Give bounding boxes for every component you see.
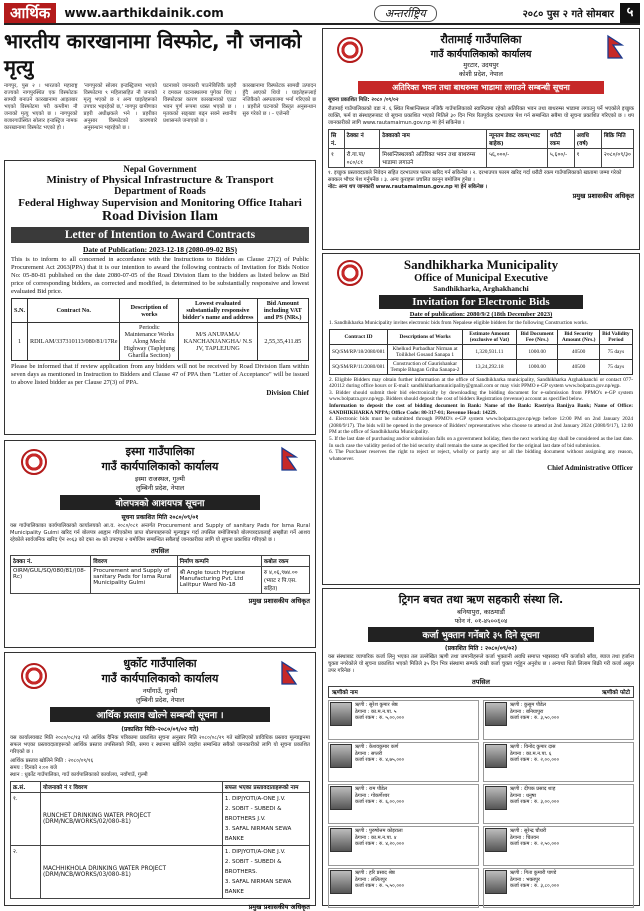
borrower-name: ऋणी : पुरुषोत्तम कोइराला	[355, 828, 403, 834]
borrower-photo	[330, 702, 352, 726]
table-cell: Construction of Gaurishankar Temple Bhagan Griha Sanapa-2	[388, 359, 463, 374]
lease-table	[328, 129, 634, 168]
table-cell: 13,24,292.18	[463, 359, 517, 374]
borrower-address: ठेगाना : बनियापुरा	[510, 708, 544, 715]
loan-amount: कर्जा रकम : रु. २,५०,०००	[510, 841, 560, 847]
table-header: Contract ID	[330, 329, 388, 344]
table-header: Description of works	[120, 299, 179, 323]
cooperative-notice	[322, 588, 640, 906]
notice-notes: १. इच्छुक प्रस्तावदाताले निवेदन सहित दरभाउपत्र फारम खरिद गर्न सकिनेछ । २. दरभाउपत्र फारम खरिद गर्दा धरौटी रकम गाउँपालिकाको खातामा जम्मा गरेको सक्कल भौचर पेश गर्नुपर्नेछ । ३. अन्य कुराहरू प्रचलित कानून बमोजिम हुनेछ ।	[328, 170, 622, 183]
loan-amount: कर्जा रकम : रु. २,००,०००	[510, 757, 560, 763]
table-header: अवधि (वर्ष)	[574, 130, 601, 149]
bidders-table	[10, 781, 310, 899]
instruction-item: Information to deposit the cost of bidding document in Bank: Name of the Bank: Rastriya Banijya Bank; Name of Office: SANDHIKHARKA NPPA; Office Code: 80-317-01; Revenue Head: 14229.	[329, 402, 633, 416]
borrower-name: ऋणी : दीपक प्रसाद शाह	[510, 786, 556, 792]
notice-banner: बोलपत्रको आशयपत्र सूचना	[60, 495, 260, 510]
address: लुम्बिनी प्रदेश, नेपाल	[135, 696, 185, 704]
loan-amount: कर्जा रकम : रु. ५,५०,०००	[355, 883, 405, 889]
bidder-name: 3. SAFAL NIRMAN SEWA BANKE	[224, 826, 292, 842]
column-header: ऋणीको नाम	[332, 690, 358, 696]
table-row	[330, 344, 633, 359]
bidder-name: 2. SOBIT - SUBEDI & BROTHERS.	[224, 859, 282, 875]
instruction-item: 3. Bidder should submit their bid electronically by downloading the bidding document for e-submission from PPMO's e-GP system www.bolpatra.gov.np/egp. Bidders should deposit the cost of bidders Registration (revenue) account as specified below.	[329, 389, 633, 403]
table-cell: रौ.गा.पा/०८०/८१	[344, 149, 380, 168]
loan-amount: कर्जा रकम : रु. ४,२०,०००	[355, 841, 405, 847]
table-cell: १	[329, 149, 345, 168]
municipality-name: Sandhikharka Municipality	[403, 257, 559, 272]
publication-date: Date of publication: 2080/9/2 (18th December 2023)	[409, 311, 553, 318]
table-header: S.N.	[12, 299, 28, 323]
signatory: प्रमुख प्रशासकीय अधिकृत	[248, 597, 310, 605]
borrower-card	[328, 742, 479, 782]
borrower-photo	[330, 786, 352, 810]
emblem-icon	[21, 663, 47, 689]
gov-label: Nepal Government	[123, 164, 197, 174]
notice-body: यस संस्थाबाट व्यापारिक कर्जा लिनु भएका तल उल्लेखित ऋणी तथा जमानीहरूले कर्जा भुक्तानी अवधि समाप्त भइसक्दा पनि कर्जाको साँवा, ब्याज तथा हर्जाना चुक्ता नगरेकोले यो सूचना प्रकाशित भएको मितिले ३५ दिन भित्र संस्थामा सम्पर्क राखी कर्जा चुक्ता गर्नुहुन अनुरोध छ । अन्यथा धितो लिलाम बिक्री गरी कर्जा असुल उपर गरिनेछ ।	[328, 654, 634, 674]
table-cell: रु ४,०६,९७४.०० (भ्याट र पि.एस. सहित)	[261, 567, 309, 594]
loan-amount: कर्जा रकम : रु. ४,७५,०००	[355, 757, 405, 763]
table-row	[11, 567, 310, 594]
headline: भारतीय कारखानामा विस्फोट, नौ जनाको मृत्यु	[4, 29, 302, 79]
office-name: गाउँ कार्यपालिकाको कार्यालय	[101, 672, 219, 685]
loan-amount: कर्जा रकम : रु. ३,५०,०००	[510, 715, 560, 721]
borrower-card	[328, 784, 479, 824]
notice-footer: Please be informed that if review application from any bidders will not be received by Road Division Ilam within seven days as mentioned in Instruction to Bidders and Clause 47 of PPA then "Letter of Acceptance" will be issued to above listed bidder as per Clause 27(3) of PPA.	[11, 363, 309, 386]
borrower-name: ऋणी : राम पौडेल	[355, 786, 388, 792]
phone: फोन नं. ०१-४५००६०४	[454, 617, 508, 625]
award-table	[10, 555, 310, 594]
table-cell: 75 days	[599, 344, 632, 359]
table-cell: 1,320,931.11	[463, 344, 517, 359]
division-name: Road Division Ilam	[102, 209, 218, 224]
borrower-table-header	[328, 686, 634, 698]
loan-amount: कर्जा रकम : रु. ५,००,०००	[355, 715, 405, 721]
table-header: सि नं.	[329, 130, 345, 149]
table-cell: ५,६००/-	[547, 149, 574, 168]
flag-icon	[607, 35, 623, 59]
table-cell: Procurement and Supply of sanitary Pads for Isma Rural Municipality Gulmi	[91, 567, 177, 594]
table-row	[330, 359, 633, 374]
table-cell: RDILAM/337310113/080/81/17Re	[28, 323, 120, 361]
table-header: बिक्रि मिति	[601, 130, 633, 149]
table-cell: १	[574, 149, 601, 168]
table-header: सफल भएका प्रस्तावदाताहरूको नाम	[222, 782, 309, 793]
signatory: प्रमुख प्रशासकीय अधिकृत	[248, 903, 310, 911]
table-cell: 1000.00	[516, 344, 558, 359]
table-cell: Khelkud Purbadhar Nirman at Toilikhel Gosaud Sanapa 1	[388, 344, 463, 359]
bidder-name: 2. SOBIT - SUBEDI & BROTHERS J.V.	[224, 806, 282, 822]
headline-story	[4, 28, 316, 158]
borrower-address: ठेगाना : ललितपुर	[355, 876, 387, 883]
flag-icon	[281, 447, 297, 471]
borrower-card	[328, 700, 479, 740]
emblem-icon	[337, 37, 363, 63]
address: कोशी प्रदेश, नेपाल	[459, 70, 503, 78]
tapasil-label: तपसिल	[472, 678, 490, 686]
issue-date: २०८० पुस २ गते सोमबार	[522, 9, 614, 20]
table-header: ठेक्काको नाम	[380, 130, 487, 149]
publication-date: सूचना प्रकाशित मिति: २०८० /०९/०२	[328, 97, 399, 103]
table-header: Descriptions of Works	[388, 329, 463, 344]
notice-body: रौतामाई गाउँपालिकाको वडा नं. ६ स्थित मिश्रान्तिस्थल नजिकै गाउँपालिकाको स्वामित्वमा रहेको अतिरिक्त भवन तथा बाथरुम्स भाडामा लगाउनु पर्ने भएकोले इच्छुक व्यक्ति, फर्म वा संस्थाहरूबाट यो सूचना प्रकाशित भएको मितिले ३० दिन भित्र रितपूर्वक दरभाउपत्र पेश गर्न सम्बन्धित सबैमा यो सूचना प्रकाशित गरिएको छ । थप जानकारीको लागि www.rautamaimun.gov.np मा हेर्न सकिनेछ ।	[328, 106, 634, 126]
borrower-photo	[485, 828, 507, 852]
table-row	[12, 323, 309, 361]
notice-banner: Letter of Intention to Award Contracts	[11, 227, 309, 243]
office-name: गाउँ कार्यपालिकाको कार्यालय	[430, 49, 532, 60]
borrower-card	[483, 700, 634, 740]
table-cell: २.	[11, 846, 41, 899]
bidder-name: 3. SAFAL NIRMAN SEWA BANKE	[224, 879, 292, 895]
instruction-item: 5. If the last date of purchasing and/or submission falls on a government holiday, then the next working day shall be considered as the last date. In such case the validity period of the bid security shall remain the same as specified for the original last date of bid submission.	[329, 435, 633, 449]
table-header: ठेक्का नं.	[11, 556, 91, 567]
instruction-item: 4. Electronic bids must be submitted through PPMO's e-GP system www.bolpatra.gov.np/egp before 12:00 PM on 2nd January 2024 (2080/9/17). The bids will be opened in the presence of Bidders' representatives who choose to attend at 2nd January 2024 (2080/9/17), 12:00 PM at the office of Sandhikharka Municipality.	[329, 416, 633, 436]
table-cell: श्री Angle touch Hygiene Manufacturing Pvt. Ltd Lalitpur Ward No-18	[177, 567, 261, 594]
table-header: ठेक्का नं	[344, 130, 380, 149]
address: नयाँगाउँ, गुल्मी	[142, 687, 178, 695]
publication-date: सूचना प्रकाशित मिति २०८०/०९/०१	[121, 514, 199, 521]
borrower-card	[483, 784, 634, 824]
table-cell: SQ/SM/RP/11/2080/081	[330, 359, 388, 374]
borrower-address: ठेगाना : सप्तरी	[355, 750, 383, 757]
table-row	[329, 149, 634, 168]
bidder-name: 1. DIPJYOTI/A-ONE J.V.	[224, 796, 286, 802]
ministry-name: Ministry of Physical Infrastructure & Transport	[46, 174, 274, 186]
borrower-card	[483, 742, 634, 782]
road-division-notice	[4, 160, 316, 435]
masthead	[4, 3, 640, 25]
borrower-card	[328, 868, 479, 908]
emblem-icon	[21, 449, 47, 475]
municipality-name: रौतामाई गाउँपालिका	[440, 33, 522, 46]
newspaper-logo: आर्थिक	[4, 3, 56, 23]
story-column: नागपुर, पुस २ । भारतको महाराष्ट्र राज्यको नागपुरस्थित एक विस्फोटक सामग्री बनाउने कारखानामा आइतबार भएको विस्फोटमा परी कम्तीमा नौ जनाको मृत्यु भएको छ । नागपुरको बजारगाउँस्थित सोलार इन्डस्ट्रिज नामक कारखानामा विस्फोट भएको हो ।	[4, 83, 78, 131]
award-table	[11, 298, 309, 361]
office-name: गाउँ कार्यपालिकाको कार्यालय	[101, 460, 219, 473]
table-header: विवरण	[91, 556, 177, 567]
story-column: कारखानामा विस्फोटक सामग्री उत्पादन हुँदै आएको थियो । घाइतेहरूलाई नजिकैको अस्पतालमा भर्ना गरिएको छ । प्रहरीले घटनाको विस्तृत अनुसन्धान सुरु गरेको छ । – एजेन्सी	[242, 83, 316, 117]
opening-place: स्थान : धुर्कोट गाउँपालिका, गाउँ कार्यपालिकाको कार्यालय, नयाँगाउँ, गुल्मी	[10, 772, 148, 778]
bidder-name: 1. DIPJYOTI/A-ONE J.V.	[224, 849, 286, 855]
table-cell: M/S ANUPAMA/ KANCHANJANGHA/ N.S JV, TAPLEJUNG	[179, 323, 257, 361]
table-cell: 40500	[558, 359, 599, 374]
table-header: निर्माण कम्पनि	[177, 556, 261, 567]
address: लुम्बिनी प्रदेश, नेपाल	[135, 484, 185, 492]
table-cell	[222, 846, 309, 899]
borrower-photo	[485, 702, 507, 726]
borrower-photo	[330, 744, 352, 768]
borrower-address: ठेगाना : गोकर्णेश्वर	[355, 792, 390, 799]
borrower-name: ऋणी : हरि प्रसाद श्रेष्ठ	[355, 870, 395, 876]
table-header: Lowest evaluated substantially responsive bidder's name and address	[179, 299, 257, 323]
department-name: Department of Roads	[114, 186, 206, 197]
office-name: Federal Highway Supervision and Monitoring Office Itahari	[18, 197, 302, 209]
opening-date: आर्थिक प्रस्ताव खोलिने मिति : २०८०/०९/१६	[10, 758, 94, 764]
table-header: धरौटी रकम	[547, 130, 574, 149]
borrower-address: ठेगाना : का.म.न.पा. ६	[510, 750, 552, 757]
table-cell: 75 days	[599, 359, 632, 374]
borrower-name: ऋणी : गिता कुमारी पाण्डे	[510, 870, 557, 876]
isma-notice	[4, 440, 316, 648]
table-cell: ५६,०००/-	[487, 149, 548, 168]
table-cell: 1000.00	[516, 359, 558, 374]
instruction-item: 6. The Purchaser reserves the right to reject or reject, wholly or partly any or all the bidding document without assigning any reason, whatsoever.	[329, 449, 633, 462]
emblem-icon	[337, 260, 363, 286]
loan-amount: कर्जा रकम : रु. ६,००,०००	[355, 799, 405, 805]
borrower-card	[483, 868, 634, 908]
table-cell: मिश्रान्तिस्थलको अतिरिक्त भवन तथा बाथरुम्स भाडामा लगाउने	[380, 149, 487, 168]
table-cell: OIRM/GUL/SQ/080/81/(08-Rc)	[11, 567, 91, 594]
flag-icon	[281, 661, 297, 685]
address: बनियापुरा, काठमाडौं	[457, 608, 505, 616]
bids-table	[329, 329, 633, 375]
signatory: Division Chief	[266, 389, 309, 397]
cooperative-name: ट्रिगन बचत तथा ऋण सहकारी संस्था लि.	[398, 593, 564, 606]
borrower-address: ठेगाना : धनुषा	[510, 792, 536, 799]
loan-amount: कर्जा रकम : रु. ३,८०,०००	[510, 883, 560, 889]
table-cell: MACHHIKHOLA DRINKING WATER PROJECT (DRM/NCB/WORKS/03/080-81)	[41, 846, 223, 899]
borrower-name: ऋणी : केशवकुमार कर्ण	[355, 744, 399, 750]
table-header: Bid Validity Period	[599, 329, 632, 344]
intro-item: 1. Sandhikharka Municipality invites electronic bids from Nepalese eligible bidders for the following Construction works.	[329, 320, 588, 326]
borrower-photo	[330, 828, 352, 852]
story-column: घटनाबारे जानकारी पाउनेबित्तिकै प्रहरी र दमकल घटनास्थलमा पुगेका थिए । विस्फोटका कारण कारखानाको एउटा भवन पूर्ण रूपमा ध्वस्त भएको छ । मृतकको सङ्ख्या बढ्न सक्ने स्थानीय प्रशासनले जनाएको छ ।	[163, 83, 237, 124]
table-header: Bid Document Fee (Nrs.)	[516, 329, 558, 344]
municipality-name: धुर्कोट गाउँपालिका	[123, 657, 197, 670]
table-cell: २०८०/०९/३०	[601, 149, 633, 168]
signatory: Chief Administrative Officer	[547, 464, 633, 473]
table-cell: RUNCHET DRINKING WATER PROJECT (DRM/NCB/WORKS/02/080-81)	[41, 793, 223, 846]
section-label: अन्तर्राष्ट्रिय	[374, 5, 437, 22]
table-row	[11, 846, 310, 899]
borrower-name: ऋणी : कुसुम पौडेल	[510, 702, 547, 708]
notice-banner: कर्जा भुक्तान गर्नेबारे ३५ दिने सूचना	[368, 627, 594, 642]
dhurkot-notice	[4, 652, 316, 911]
borrower-name: ऋणी : विनोद कुमार दास	[510, 744, 556, 750]
signatory: प्रमुख प्रशासकीय अधिकृत	[572, 192, 634, 200]
borrower-grid	[328, 700, 634, 908]
table-header: Contract No.	[28, 299, 120, 323]
borrower-card	[483, 826, 634, 866]
website-note: नोट: अन्य थप जानकारी www.rautamaimun.gov.np मा हेर्न सकिनेछ ।	[328, 184, 488, 190]
notice-banner: अतिरिक्त भवन तथा बाथरुम्स भाडामा लगाउने सम्बन्धी सूचना	[358, 81, 604, 94]
borrower-address: ठेगाना : भक्तपुर	[510, 876, 540, 883]
table-cell: Periodic Maintenance Works Along Mechi Highway (Taplejung Gharilla Section)	[120, 323, 179, 361]
borrower-photo	[485, 870, 507, 894]
story-column: 'नागपुरको सोलार इन्डस्ट्रिजमा भएको विस्फोटमा ९ महिलासहित नौ जनाको मृत्यु भएको छ र अन्य घाइतेहरूको उपचार भइरहेको छ,' नागपुर ग्रामीणका प्रहरी अधीक्षकले भने । प्रहरीका अनुसार विस्फोटको कारणबारे अनुसन्धान भइरहेको छ ।	[83, 83, 157, 131]
site-url: www.aarthikdainik.com	[64, 6, 224, 20]
column-header: ऋणीको फोटो	[602, 690, 630, 696]
rautamai-notice	[322, 28, 640, 250]
table-header: योजनाको नं र विवरण	[41, 782, 223, 793]
borrower-photo	[485, 786, 507, 810]
loan-amount: कर्जा रकम : रु. ३,००,०००	[510, 799, 560, 805]
tapasil-label: तपसिल	[151, 547, 169, 555]
address: इस्मा राजस्थल, गुल्मी	[135, 475, 185, 483]
borrower-photo	[485, 744, 507, 768]
address: Sandhikharka, Arghakhanchi	[433, 284, 529, 293]
table-header: Bid Amount including VAT and PS (NRs.)	[257, 299, 308, 323]
publication-date: (प्रकाशित मिति : २०८०/०९/०२)	[444, 645, 518, 652]
borrower-card	[328, 826, 479, 866]
table-cell	[222, 793, 309, 846]
notice-banner: आर्थिक प्रस्ताव खोल्ने सम्बन्धी सूचना ।	[50, 707, 270, 722]
table-header: क्र.सं.	[11, 782, 41, 793]
office-name: Office of Municipal Executive	[414, 273, 548, 284]
address: मुरटार, उदयपुर	[463, 61, 499, 69]
table-header: Estimate Amount (exclusive of Vat)	[463, 329, 517, 344]
borrower-address: ठेगाना : का.म.न.पा. ५	[355, 708, 397, 715]
instruction-item: 2. Eligible Bidders may obtain further information at the office of Sandhikharka municipality, Sandhikharka Arghakhanchi or contact 077-420112 during office hours or E-mail: sandhikharkamunicipality@gmail.com or may visit PPMO e-GP system www.bolpatra.gov.np/egp.	[329, 376, 633, 390]
borrower-name: ऋणी : सुरेन्द्र चौधरी	[510, 828, 547, 834]
municipality-name: इस्मा गाउँपालिका	[125, 445, 195, 458]
notice-body: यस गाउँपालिकाका कार्यपालिकाको कार्यालयको आ.व. २०८०/०८१ अन्तर्गत Procurement and Supply of sanitary Pads for Isma Rural Municipality Gulmi खरिद गर्न बोलपत्र आह्वान गरिएकोमा प्राप्त बोलपत्रहरूको मूल्याङ्कन गर्दा तपसिल बमोजिमको बोलपत्रदातालाई सम्झौता गर्ने आशय रहेकोले सार्वजनिक खरिद ऐन २०६३ को दफा २७ को उपदफा २ बमोजिम सम्बन्धित सबैलाई जानकारीका लागि यो सूचना प्रकाशित गरिएको छ ।	[10, 523, 310, 543]
opening-time: समय : दिनको २:०० बजे	[10, 765, 57, 771]
notice-banner: Invitation for Electronic Bids	[379, 295, 583, 309]
table-header: कबोल रकम	[261, 556, 309, 567]
borrower-address: ठेगाना : चितवन	[510, 834, 539, 841]
sandhikharka-notice	[322, 253, 640, 585]
table-header: न्यूनतम डेकट रकम(भ्याट बाहेक)	[487, 130, 548, 149]
table-cell: 40500	[558, 344, 599, 359]
table-cell: 1	[12, 323, 28, 361]
table-header: Bid Security Amount (Nrs.)	[558, 329, 599, 344]
notice-body: यस कार्यालयबाट मिति २०८०/०८/१३ गते आर्थिक दैनिक पत्रिकामा प्रकाशित सूचना अनुसार मिति २०८०/०८/२९ गते खोलिएको प्राविधिक प्रस्ताव मूल्याङ्कनमा सफल भएका प्रस्तावदाताहरूको आर्थिक प्रस्ताव तपसिलको मिति, समय र स्थानमा खोलिने व्यहोरा सम्बन्धित सबैको जानकारीको लागि यो सूचना प्रकाशित गरिएको छ ।	[10, 735, 310, 755]
notice-body: This is to inform to all concerned in accordance with the Instructions to Bidders as Clause 27(2) of Public Procurement Act 2063(PPA) that it is our intention to award the following contracts of Invitation for Bids Notice No: 05-80-81 published on the date 2080-07-05 of the Road Division Ilam to the bidders as listed below as Bid price of corresponding bidders, as corrected and modified, is determined to be substantially responsive and lowest evaluated Bid price.	[11, 256, 309, 295]
table-row	[11, 793, 310, 846]
table-cell: SQ/SM/RP/18/2080/081	[330, 344, 388, 359]
borrower-name: ऋणी : सुरेश कुमार श्रेष्ठ	[355, 702, 398, 708]
publication-date: (प्रकाशित मिति–२०८०/०९/०२ गते)	[121, 726, 199, 733]
borrower-address: ठेगाना : का.म.न.पा. ४	[355, 834, 397, 841]
table-cell: १.	[11, 793, 41, 846]
publication-date: Date of Publication: 2023-12-18 (2080-09-02 BS)	[83, 245, 237, 254]
page-number: ५	[620, 3, 640, 23]
table-cell: 2,55,35,411.85	[257, 323, 308, 361]
borrower-photo	[330, 870, 352, 894]
